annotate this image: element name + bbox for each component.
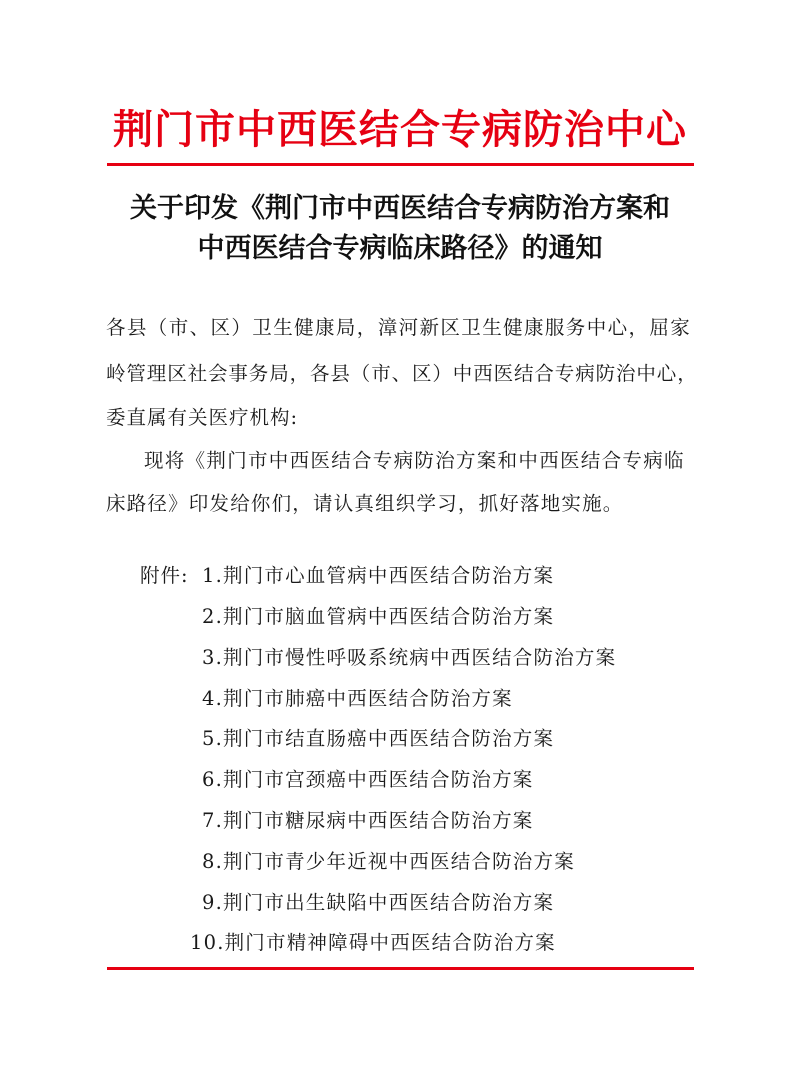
document-title-line: 关于印发《荆门市中西医结合专病防治方案和 — [130, 193, 670, 224]
attachment-item: 5.荆门市结直肠癌中西医结合防治方案 — [202, 727, 555, 750]
salutation-line: 岭管理区社会事务局，各县（市、区）中西医结合专病防治中心， — [106, 362, 698, 385]
attachment-item: 7.荆门市糖尿病中西医结合防治方案 — [202, 809, 534, 832]
footer-red-rule — [107, 967, 694, 970]
document-title-line: 中西医结合专病临床路径》的通知 — [197, 233, 603, 264]
salutation-line: 各县（市、区）卫生健康局，漳河新区卫生健康服务中心，屈家 — [106, 316, 692, 339]
header-red-rule — [107, 163, 694, 166]
attachment-item: 2.荆门市脑血管病中西医结合防治方案 — [202, 605, 555, 628]
notice-paragraph-line: 现将《荆门市中西医结合专病防治方案和中西医结合专病临 — [144, 449, 685, 472]
attachment-item: 4.荆门市肺癌中西医结合防治方案 — [202, 687, 513, 710]
attachment-item: 10.荆门市精神障碍中西医结合防治方案 — [190, 931, 556, 954]
attachment-item: 1.荆门市心血管病中西医结合防治方案 — [202, 564, 555, 587]
attachment-item: 3.荆门市慢性呼吸系统病中西医结合防治方案 — [202, 646, 617, 669]
attachment-item: 8.荆门市青少年近视中西医结合防治方案 — [202, 850, 575, 873]
attachment-item: 6.荆门市宫颈癌中西医结合防治方案 — [202, 768, 534, 791]
notice-paragraph-line: 床路径》印发给你们，请认真组织学习，抓好落地实施。 — [106, 492, 624, 515]
attachments-label: 附件: — [140, 564, 189, 587]
salutation-line: 委直属有关医疗机构: — [106, 406, 299, 429]
document-header-title: 荆门市中西医结合专病防治中心 — [113, 106, 687, 153]
attachment-item: 9.荆门市出生缺陷中西医结合防治方案 — [202, 891, 555, 914]
document-title — [0, 189, 800, 269]
